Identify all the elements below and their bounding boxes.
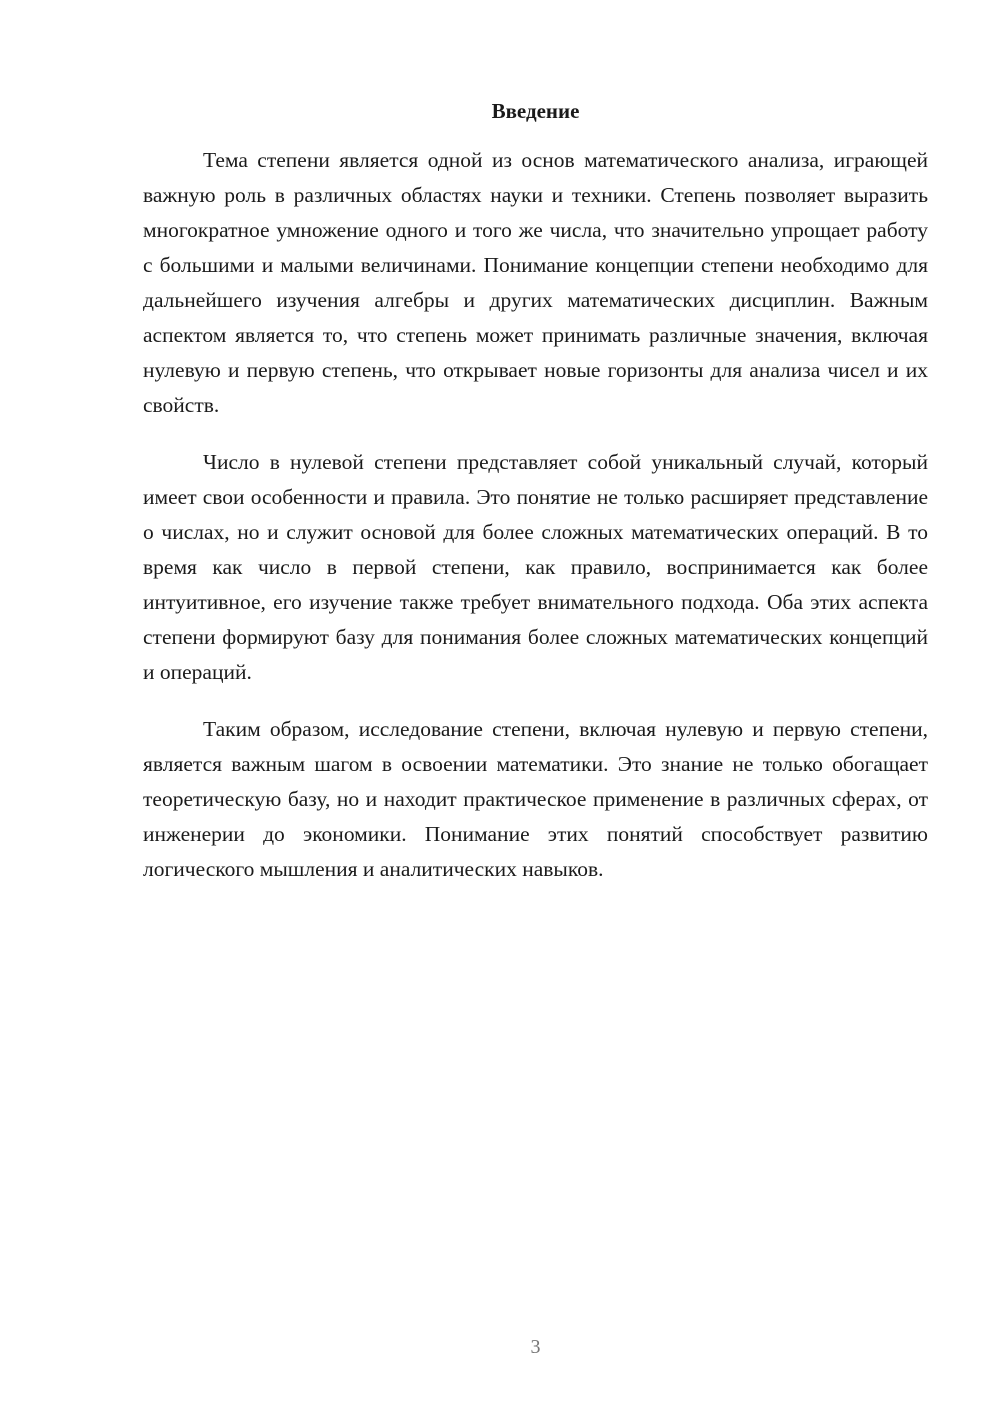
paragraph-1: Тема степени является одной из основ математического анализа, играющей важную роль в различных областях науки и техники. Степень позволяет выразить многократное умножение одного и того же числа, что значительно упрощает работу с большими и малыми величинами. Понимание концепции степени необходимо для дальнейшего изучения алгебры и других математических дисциплин. Важным аспектом является то, что степень может принимать различные значения, включая нулевую и первую степень, что открывает новые горизонты для анализа чисел и их свойств. xyxy=(143,148,928,417)
paragraph-2: Число в нулевой степени представляет собой уникальный случай, который имеет свои особенности и правила. Это понятие не только расширяет представление о числах, но и служит основой для более сложных математических операций. В то время как число в первой степени, как правило, воспринимается как более интуитивное, его изучение также требует внимательного подхода. Оба этих аспекта степени формируют базу для понимания более сложных математических концепций и операций. xyxy=(143,450,928,684)
section-heading: Введение xyxy=(491,99,580,123)
body-text xyxy=(143,143,928,909)
paragraph-3: Таким образом, исследование степени, включая нулевую и первую степени, является важным шагом в освоении математики. Это знание не только обогащает теоретическую базу, но и находит практическое применение в различных сферах, от инженерии до экономики. Понимание этих понятий способствует развитию логического мышления и аналитических навыков. xyxy=(143,717,928,881)
page-number: 3 xyxy=(530,1336,541,1358)
